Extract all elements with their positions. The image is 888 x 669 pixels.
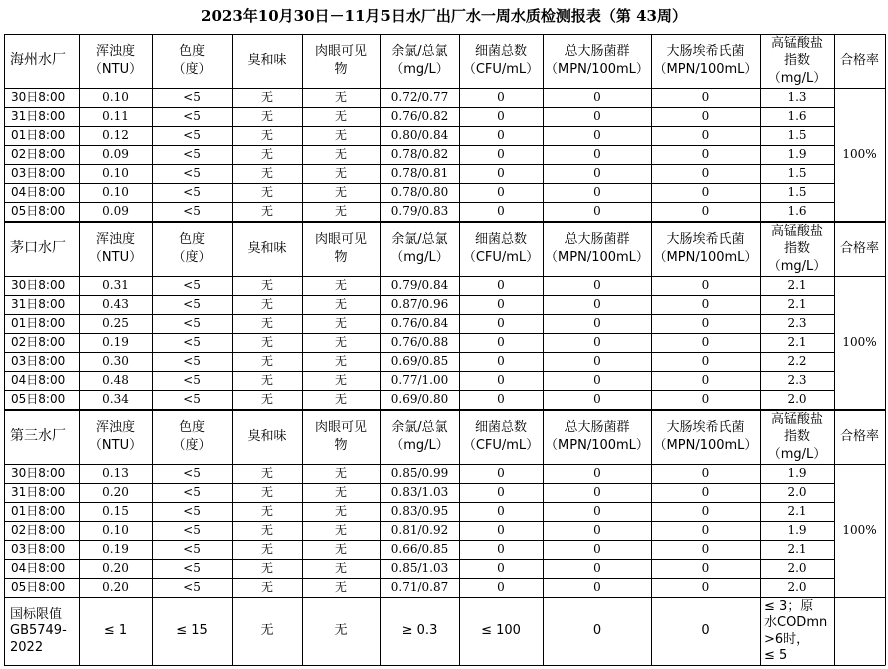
chlorine-cell: 0.78/0.82 (390, 147, 449, 161)
bacteria-cell: 0 (497, 109, 505, 123)
pass-rate-cell: 100% (842, 523, 877, 537)
header-pass-rate: 合格率 (839, 429, 879, 445)
header-odor: 臭和味 (247, 241, 287, 257)
bacteria-cell: 0 (497, 523, 505, 537)
ecoli-cell: 0 (701, 542, 710, 556)
row-time: 03日8:00 (11, 354, 66, 368)
odor-cell: 无 (260, 561, 273, 575)
row-time: 31日8:00 (11, 109, 66, 123)
turbidity-cell: 0.10 (102, 185, 129, 199)
row-time: 04日8:00 (11, 561, 66, 575)
ecoli-cell: 0 (701, 204, 710, 218)
color-cell: <5 (183, 185, 201, 199)
chlorine-cell: 0.79/0.83 (390, 204, 449, 218)
coliform-cell: 0 (593, 204, 601, 218)
chlorine-cell: 0.71/0.87 (390, 580, 449, 594)
ecoli-cell: 0 (701, 109, 710, 123)
ecoli-cell: 0 (701, 185, 710, 199)
row-time: 05日8:00 (11, 580, 66, 594)
coliform-cell: 0 (593, 278, 601, 292)
header-coliform: 总大肠菌群 （MPN/100mL） (545, 420, 649, 453)
color-cell: <5 (183, 580, 201, 594)
header-ecoli: 大肠埃希氏菌 （MPN/100mL） (653, 44, 758, 77)
coliform-cell: 0 (593, 166, 601, 180)
chlorine-cell: 0.81/0.92 (390, 523, 449, 537)
turbidity-cell: 0.10 (102, 523, 129, 537)
color-cell: <5 (183, 166, 201, 180)
plant-name: 海州水厂 (10, 52, 66, 69)
visible-cell: 无 (334, 147, 347, 161)
coliform-cell: 0 (593, 354, 601, 368)
header-permanganate: 高锰酸盐 指数 （mg/L） (767, 223, 827, 274)
bacteria-cell: 0 (497, 128, 505, 142)
header-odor: 臭和味 (247, 53, 287, 69)
permanganate-cell: 1.9 (787, 147, 807, 161)
header-bacteria: 细菌总数 （CFU/mL） (462, 232, 540, 265)
header-ecoli: 大肠埃希氏菌 （MPN/100mL） (653, 420, 758, 453)
ecoli-cell: 0 (701, 166, 710, 180)
limit-chlorine-cell: ≥ 0.3 (401, 623, 438, 639)
coliform-cell: 0 (593, 128, 601, 142)
color-cell: <5 (183, 90, 201, 104)
visible-cell: 无 (334, 561, 347, 575)
coliform-cell: 0 (593, 561, 601, 575)
ecoli-cell: 0 (701, 335, 710, 349)
odor-cell: 无 (260, 354, 273, 368)
row-time: 30日8:00 (11, 278, 66, 292)
turbidity-cell: 0.15 (102, 504, 129, 518)
odor-cell: 无 (260, 204, 273, 218)
turbidity-cell: 0.20 (102, 485, 129, 499)
turbidity-cell: 0.43 (102, 297, 129, 311)
chlorine-cell: 0.83/1.03 (390, 485, 449, 499)
chlorine-cell: 0.78/0.81 (390, 166, 449, 180)
row-time: 02日8:00 (11, 523, 66, 537)
ecoli-cell: 0 (701, 392, 710, 406)
ecoli-cell: 0 (701, 485, 710, 499)
visible-cell: 无 (334, 504, 347, 518)
coliform-cell: 0 (593, 335, 601, 349)
permanganate-cell: 1.3 (787, 90, 807, 104)
visible-cell: 无 (334, 297, 347, 311)
visible-cell: 无 (334, 542, 347, 556)
permanganate-cell: 2.0 (787, 392, 807, 406)
color-cell: <5 (183, 373, 201, 387)
turbidity-cell: 0.34 (102, 392, 129, 406)
visible-cell: 无 (334, 166, 347, 180)
row-time: 30日8:00 (11, 466, 66, 480)
color-cell: <5 (183, 335, 201, 349)
visible-cell: 无 (334, 204, 347, 218)
color-cell: <5 (183, 354, 201, 368)
visible-cell: 无 (334, 109, 347, 123)
chlorine-cell: 0.69/0.85 (390, 354, 449, 368)
bacteria-cell: 0 (497, 373, 505, 387)
ecoli-cell: 0 (701, 90, 710, 104)
chlorine-cell: 0.66/0.85 (390, 542, 449, 556)
row-time: 05日8:00 (11, 204, 66, 218)
ecoli-cell: 0 (701, 373, 710, 387)
permanganate-cell: 2.2 (787, 354, 807, 368)
bacteria-cell: 0 (497, 166, 505, 180)
color-cell: <5 (183, 316, 201, 330)
header-pass-rate: 合格率 (839, 241, 879, 257)
odor-cell: 无 (260, 316, 273, 330)
ecoli-cell: 0 (701, 278, 710, 292)
coliform-cell: 0 (593, 523, 601, 537)
plant-name: 茅口水厂 (10, 240, 66, 257)
header-permanganate: 高锰酸盐 指数 （mg/L） (767, 411, 827, 462)
turbidity-cell: 0.19 (102, 335, 129, 349)
visible-cell: 无 (334, 185, 347, 199)
bacteria-cell: 0 (497, 297, 505, 311)
coliform-cell: 0 (593, 185, 601, 199)
row-time: 01日8:00 (11, 504, 66, 518)
visible-cell: 无 (334, 392, 347, 406)
visible-cell: 无 (334, 90, 347, 104)
odor-cell: 无 (260, 542, 273, 556)
header-visible: 肉眼可见 物 (314, 232, 367, 265)
header-turbidity: 浑浊度 （NTU） (88, 420, 143, 453)
chlorine-cell: 0.76/0.84 (390, 316, 449, 330)
turbidity-cell: 0.11 (102, 109, 129, 123)
turbidity-cell: 0.10 (102, 166, 129, 180)
color-cell: <5 (183, 542, 201, 556)
bacteria-cell: 0 (497, 466, 505, 480)
visible-cell: 无 (334, 316, 347, 330)
header-color: 色度 （度） (172, 44, 212, 77)
chlorine-cell: 0.79/0.84 (390, 278, 449, 292)
odor-cell: 无 (260, 335, 273, 349)
limit-coliform-cell: 0 (592, 623, 602, 639)
limit-color-cell: ≤ 15 (176, 623, 208, 639)
odor-cell: 无 (260, 523, 273, 537)
row-time: 01日8:00 (11, 316, 66, 330)
visible-cell: 无 (334, 128, 347, 142)
bacteria-cell: 0 (497, 504, 505, 518)
header-color: 色度 （度） (172, 232, 212, 265)
coliform-cell: 0 (593, 109, 601, 123)
color-cell: <5 (183, 109, 201, 123)
row-time: 03日8:00 (11, 542, 66, 556)
bacteria-cell: 0 (497, 90, 505, 104)
row-time: 31日8:00 (11, 297, 66, 311)
odor-cell: 无 (260, 90, 273, 104)
header-pass-rate: 合格率 (839, 53, 879, 69)
visible-cell: 无 (334, 354, 347, 368)
ecoli-cell: 0 (701, 297, 710, 311)
header-visible: 肉眼可见 物 (314, 420, 367, 453)
chlorine-cell: 0.83/0.95 (390, 504, 449, 518)
limit-visible-cell: 无 (334, 623, 348, 639)
bacteria-cell: 0 (497, 392, 505, 406)
bacteria-cell: 0 (497, 278, 505, 292)
coliform-cell: 0 (593, 485, 601, 499)
header-color: 色度 （度） (172, 420, 212, 453)
visible-cell: 无 (334, 466, 347, 480)
bacteria-cell: 0 (497, 147, 505, 161)
turbidity-cell: 0.31 (102, 278, 129, 292)
turbidity-cell: 0.20 (102, 561, 129, 575)
row-time: 31日8:00 (11, 485, 66, 499)
coliform-cell: 0 (593, 392, 601, 406)
pass-rate-cell: 100% (842, 335, 877, 349)
permanganate-cell: 2.1 (787, 542, 807, 556)
chlorine-cell: 0.80/0.84 (390, 128, 449, 142)
odor-cell: 无 (260, 392, 273, 406)
ecoli-cell: 0 (701, 147, 710, 161)
coliform-cell: 0 (593, 147, 601, 161)
odor-cell: 无 (260, 466, 273, 480)
color-cell: <5 (183, 523, 201, 537)
permanganate-cell: 1.6 (787, 204, 807, 218)
color-cell: <5 (183, 504, 201, 518)
color-cell: <5 (183, 466, 201, 480)
chlorine-cell: 0.85/1.03 (390, 561, 449, 575)
limit-label: 国标限值 GB5749- 2022 (10, 607, 67, 655)
turbidity-cell: 0.30 (102, 354, 129, 368)
permanganate-cell: 2.0 (787, 580, 807, 594)
turbidity-cell: 0.12 (102, 128, 129, 142)
turbidity-cell: 0.20 (102, 580, 129, 594)
odor-cell: 无 (260, 128, 273, 142)
bacteria-cell: 0 (497, 485, 505, 499)
coliform-cell: 0 (593, 504, 601, 518)
ecoli-cell: 0 (701, 316, 710, 330)
header-chlorine: 余氯/总氯 （mg/L） (390, 232, 449, 265)
odor-cell: 无 (260, 485, 273, 499)
chlorine-cell: 0.87/0.96 (390, 297, 449, 311)
coliform-cell: 0 (593, 542, 601, 556)
header-chlorine: 余氯/总氯 （mg/L） (390, 44, 449, 77)
row-time: 03日8:00 (11, 166, 66, 180)
bacteria-cell: 0 (497, 580, 505, 594)
permanganate-cell: 2.1 (787, 335, 807, 349)
limit-turbidity-cell: ≤ 1 (103, 623, 128, 639)
ecoli-cell: 0 (701, 354, 710, 368)
permanganate-cell: 2.3 (787, 373, 807, 387)
color-cell: <5 (183, 147, 201, 161)
row-time: 04日8:00 (11, 373, 66, 387)
limit-bacteria-cell: ≤ 100 (481, 623, 521, 639)
visible-cell: 无 (334, 580, 347, 594)
bacteria-cell: 0 (497, 354, 505, 368)
color-cell: <5 (183, 278, 201, 292)
coliform-cell: 0 (593, 297, 601, 311)
permanganate-cell: 1.9 (787, 466, 807, 480)
permanganate-cell: 1.5 (787, 128, 807, 142)
header-turbidity: 浑浊度 （NTU） (88, 232, 143, 265)
row-time: 30日8:00 (11, 90, 66, 104)
odor-cell: 无 (260, 166, 273, 180)
visible-cell: 无 (334, 373, 347, 387)
header-turbidity: 浑浊度 （NTU） (88, 44, 143, 77)
turbidity-cell: 0.19 (102, 542, 129, 556)
visible-cell: 无 (334, 523, 347, 537)
chlorine-cell: 0.69/0.80 (390, 392, 449, 406)
header-bacteria: 细菌总数 （CFU/mL） (462, 420, 540, 453)
permanganate-cell: 1.5 (787, 185, 807, 199)
chlorine-cell: 0.85/0.99 (390, 466, 449, 480)
ecoli-cell: 0 (701, 504, 710, 518)
limit-ecoli-cell: 0 (701, 623, 710, 639)
permanganate-cell: 2.0 (787, 561, 807, 575)
ecoli-cell: 0 (701, 580, 710, 594)
color-cell: <5 (183, 204, 201, 218)
odor-cell: 无 (260, 278, 273, 292)
header-coliform: 总大肠菌群 （MPN/100mL） (545, 232, 649, 265)
color-cell: <5 (183, 392, 201, 406)
permanganate-cell: 2.3 (787, 316, 807, 330)
bacteria-cell: 0 (497, 185, 505, 199)
row-time: 04日8:00 (11, 185, 66, 199)
coliform-cell: 0 (593, 580, 601, 594)
turbidity-cell: 0.10 (102, 90, 129, 104)
visible-cell: 无 (334, 278, 347, 292)
coliform-cell: 0 (593, 373, 601, 387)
odor-cell: 无 (260, 185, 273, 199)
visible-cell: 无 (334, 485, 347, 499)
ecoli-cell: 0 (701, 466, 710, 480)
permanganate-cell: 1.9 (787, 523, 807, 537)
odor-cell: 无 (260, 504, 273, 518)
turbidity-cell: 0.25 (102, 316, 129, 330)
ecoli-cell: 0 (701, 128, 710, 142)
odor-cell: 无 (260, 297, 273, 311)
limit-odor-cell: 无 (260, 623, 274, 639)
permanganate-cell: 1.6 (787, 109, 807, 123)
color-cell: <5 (183, 297, 201, 311)
header-coliform: 总大肠菌群 （MPN/100mL） (545, 44, 649, 77)
bacteria-cell: 0 (497, 561, 505, 575)
coliform-cell: 0 (593, 90, 601, 104)
ecoli-cell: 0 (701, 561, 710, 575)
permanganate-cell: 2.0 (787, 485, 807, 499)
chlorine-cell: 0.72/0.77 (390, 90, 449, 104)
header-visible: 肉眼可见 物 (314, 44, 367, 77)
permanganate-cell: 2.1 (787, 504, 807, 518)
bacteria-cell: 0 (497, 204, 505, 218)
chlorine-cell: 0.76/0.82 (390, 109, 449, 123)
header-ecoli: 大肠埃希氏菌 （MPN/100mL） (653, 232, 758, 265)
visible-cell: 无 (334, 335, 347, 349)
row-time: 05日8:00 (11, 392, 66, 406)
header-bacteria: 细菌总数 （CFU/mL） (462, 44, 540, 77)
header-odor: 臭和味 (247, 429, 287, 445)
chlorine-cell: 0.76/0.88 (390, 335, 449, 349)
header-chlorine: 余氯/总氯 （mg/L） (390, 420, 449, 453)
odor-cell: 无 (260, 147, 273, 161)
plant-name: 第三水厂 (10, 428, 66, 445)
odor-cell: 无 (260, 373, 273, 387)
chlorine-cell: 0.78/0.80 (390, 185, 449, 199)
coliform-cell: 0 (593, 316, 601, 330)
ecoli-cell: 0 (701, 523, 710, 537)
turbidity-cell: 0.09 (102, 204, 129, 218)
limit-permanganate-cell: ≤ 3；原 水CODmn >6时， ≤ 5 (764, 599, 828, 663)
row-time: 01日8:00 (11, 128, 66, 142)
chlorine-cell: 0.77/1.00 (390, 373, 449, 387)
turbidity-cell: 0.09 (102, 147, 129, 161)
turbidity-cell: 0.48 (102, 373, 129, 387)
bacteria-cell: 0 (497, 316, 505, 330)
bacteria-cell: 0 (497, 335, 505, 349)
odor-cell: 无 (260, 580, 273, 594)
permanganate-cell: 1.5 (787, 166, 807, 180)
permanganate-cell: 2.1 (787, 297, 807, 311)
color-cell: <5 (183, 128, 201, 142)
turbidity-cell: 0.13 (102, 466, 129, 480)
pass-rate-cell: 100% (842, 147, 877, 161)
header-permanganate: 高锰酸盐 指数 （mg/L） (767, 35, 827, 86)
color-cell: <5 (183, 485, 201, 499)
report-title: 2023年10月30日－11月5日水厂出厂水一周水质检测报表（第 43周） (201, 7, 687, 25)
permanganate-cell: 2.1 (787, 278, 807, 292)
bacteria-cell: 0 (497, 542, 505, 556)
coliform-cell: 0 (593, 466, 601, 480)
row-time: 02日8:00 (11, 335, 66, 349)
color-cell: <5 (183, 561, 201, 575)
odor-cell: 无 (260, 109, 273, 123)
row-time: 02日8:00 (11, 147, 66, 161)
